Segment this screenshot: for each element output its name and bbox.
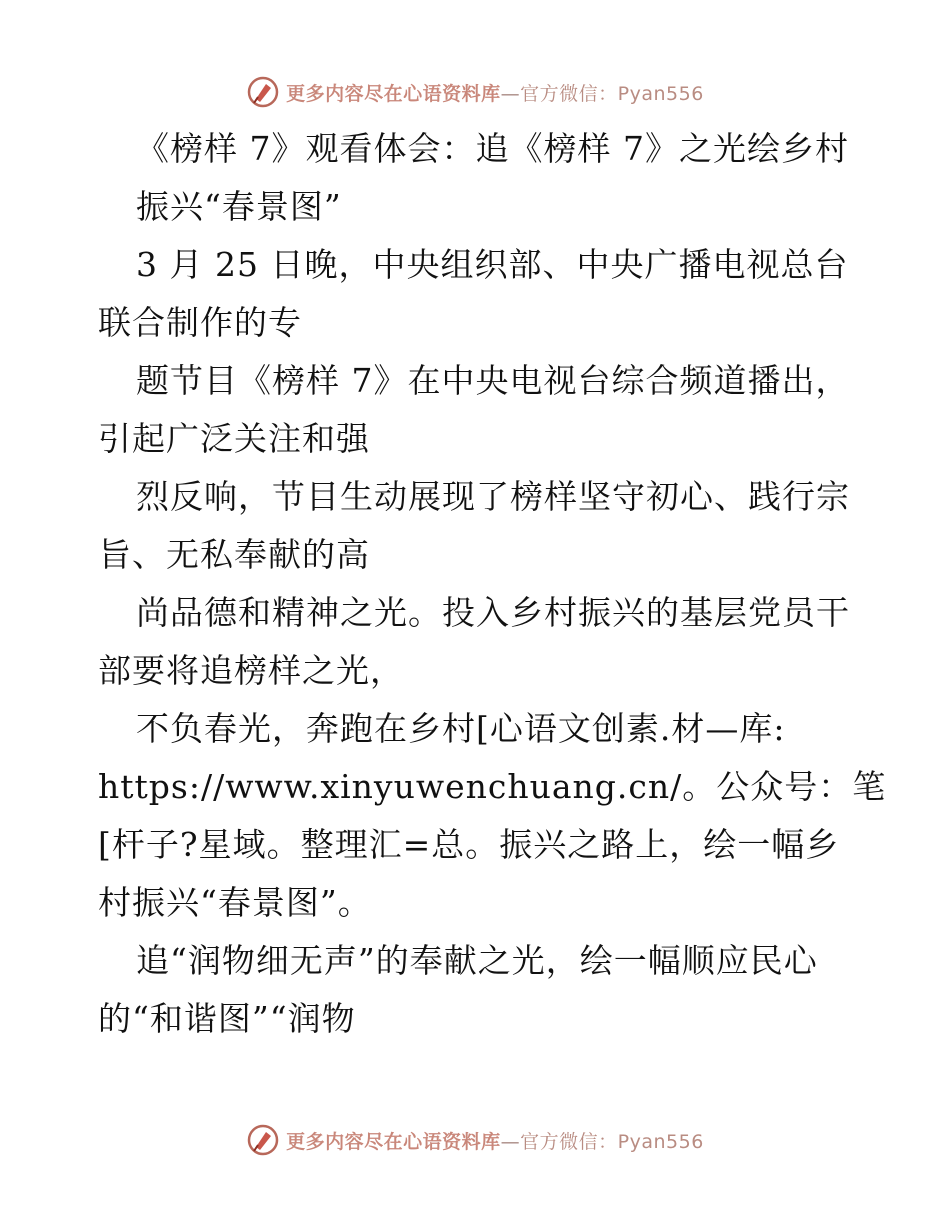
paragraph-line: 3 月 25 日晚，中央组织部、中央广播电视总台 xyxy=(136,245,849,284)
paragraph-line: 题节目《榜样 7》在中央电视台综合频道播出， xyxy=(136,361,850,400)
paragraph-line: 尚品德和精神之光。投入乡村振兴的基层党员干 xyxy=(136,593,850,632)
paragraph-line: [杆子?星域。整理汇=总。振兴之路上，绘一幅乡 xyxy=(98,825,840,864)
footer-banner xyxy=(0,1120,950,1160)
paragraph-line: 村振兴“春景图”。 xyxy=(98,883,372,922)
header-banner xyxy=(0,72,950,112)
paragraph-line: 烈反响，节目生动展现了榜样坚守初心、践行宗 xyxy=(136,477,850,516)
paragraph-line: https://www.xinyuwenchuang.cn/。公众号：笔 xyxy=(98,767,887,806)
banner-text xyxy=(286,1127,704,1154)
pen-nib-logo-icon xyxy=(246,75,280,109)
banner-separator: — xyxy=(500,82,521,105)
banner-text xyxy=(286,79,704,106)
paragraph-line: 旨、无私奉献的高 xyxy=(98,535,370,574)
title-line-1: 《榜样 7》观看体会：追《榜样 7》之光绘乡村 xyxy=(136,129,849,168)
paragraph-line: 的“和谐图”“润物 xyxy=(98,999,356,1038)
paragraph-line: 追“润物细无声”的奉献之光，绘一幅顺应民心 xyxy=(136,941,818,980)
paragraph-line: 引起广泛关注和强 xyxy=(98,419,370,458)
title-line-2: 振兴“春景图” xyxy=(136,187,342,226)
banner-separator: — xyxy=(500,1130,521,1153)
banner-wechat-text: 官方微信：Pyan556 xyxy=(520,1130,704,1153)
banner-wechat-text: 官方微信：Pyan556 xyxy=(520,82,704,105)
paragraph-line: 联合制作的专 xyxy=(98,303,302,342)
paragraph-line: 不负春光，奔跑在乡村[心语文创素.材—库: xyxy=(136,709,786,748)
document-body xyxy=(98,120,887,1048)
banner-main-text: 更多内容尽在心语资料库 xyxy=(286,82,501,105)
banner-main-text: 更多内容尽在心语资料库 xyxy=(286,1130,501,1153)
pen-nib-logo-icon xyxy=(246,1123,280,1157)
paragraph-line: 部要将追榜样之光， xyxy=(98,651,404,690)
